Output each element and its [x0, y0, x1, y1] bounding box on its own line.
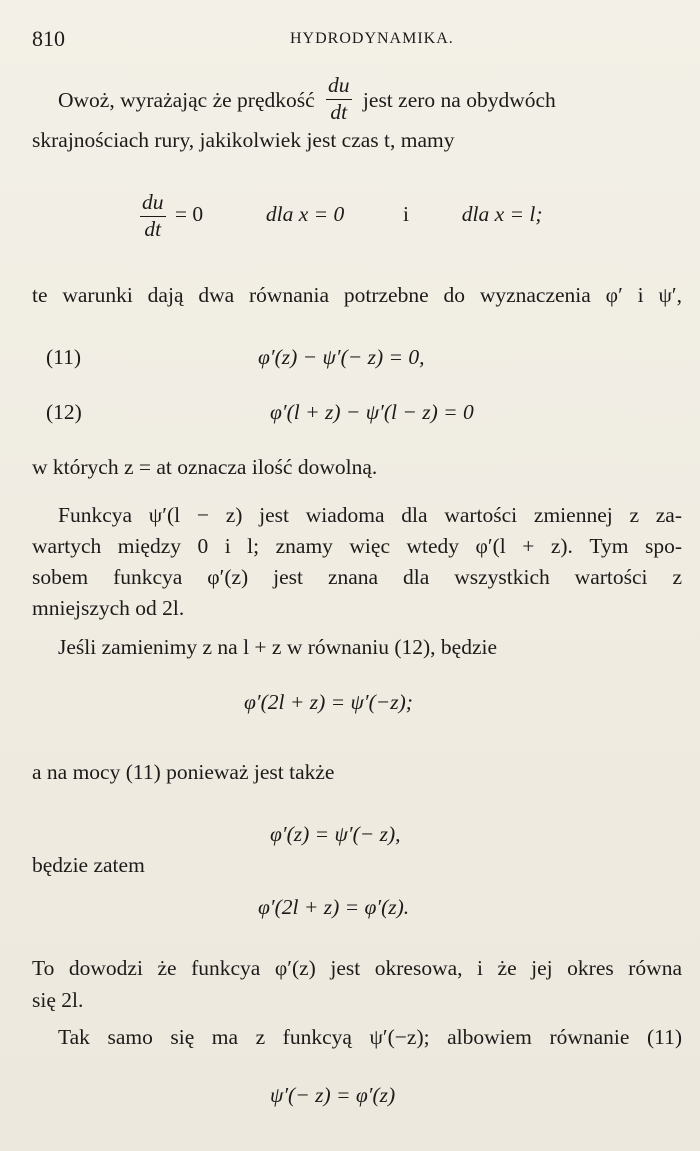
equation-12: φ′(l + z) − ψ′(l − z) = 0: [270, 400, 474, 424]
paragraph-line: Tak samo się ma z funkcyą ψ′(−z); albowiem równanie (11): [58, 1025, 682, 1049]
paragraph-line: sobem funkcya φ′(z) jest znana dla wszystkich wartości z: [32, 565, 682, 589]
equation-number: (12): [46, 400, 82, 424]
equation-line: ψ′(− z) = φ′(z): [270, 1083, 396, 1107]
running-head: HYDRODYNAMIKA.: [290, 30, 454, 47]
equation-part: dla x = l;: [461, 201, 543, 226]
paragraph-line: się 2l.: [32, 988, 84, 1012]
equation-number: (11): [46, 345, 82, 369]
equation-11: φ′(z) − ψ′(− z) = 0,: [258, 345, 425, 369]
paragraph-line: te warunki dają dwa równania potrzebne do wyznaczenia φ′ i ψ′,: [32, 283, 682, 307]
paragraph-line: To dowodzi że funkcya φ′(z) jest okresowa, i że jej okres równa: [32, 956, 682, 980]
paragraph-line: skrajnościach rury, jakikolwiek jest czas t, mamy: [32, 128, 455, 152]
paragraph-line: Jeśli zamienimy z na l + z w równaniu (12), będzie: [58, 635, 497, 659]
equation-line: φ′(z) = ψ′(− z),: [270, 822, 401, 846]
fraction-denominator: dt: [330, 99, 348, 124]
paragraph-line: a na mocy (11) ponieważ jest także: [32, 760, 335, 784]
fraction-numerator: du: [326, 75, 352, 100]
paragraph-line: w których z = at oznacza ilość dowolną.: [32, 455, 378, 479]
paragraph-line: Funkcya ψ′(l − z) jest wiadoma dla wartości zmiennej z za-: [58, 503, 682, 527]
text-span: Owoż, wyrażając że prędkość: [58, 87, 315, 112]
equation-part: dla x = 0: [265, 201, 345, 226]
text-span: jest zero na obydwóch: [362, 87, 556, 112]
fraction-du-dt: [140, 192, 166, 240]
fraction-denominator: dt: [144, 216, 162, 241]
equation-line: φ′(2l + z) = ψ′(−z);: [244, 690, 413, 714]
equation-line: φ′(2l + z) = φ′(z).: [258, 895, 410, 919]
paragraph-line: będzie zatem: [32, 853, 145, 877]
page-number: 810: [32, 26, 65, 51]
paragraph-line: [58, 73, 556, 126]
equation-part: i: [403, 201, 410, 226]
paragraph-line: wartych między 0 i l; znamy więc wtedy φ′(l + z). Tym spo-: [32, 534, 682, 558]
equation-part: = 0: [174, 201, 204, 226]
fraction-du-dt: [326, 75, 352, 123]
equation-boundary: [140, 192, 543, 240]
fraction-numerator: du: [140, 192, 166, 217]
page-header: [32, 26, 678, 56]
paragraph-line: mniejszych od 2l.: [32, 596, 185, 620]
